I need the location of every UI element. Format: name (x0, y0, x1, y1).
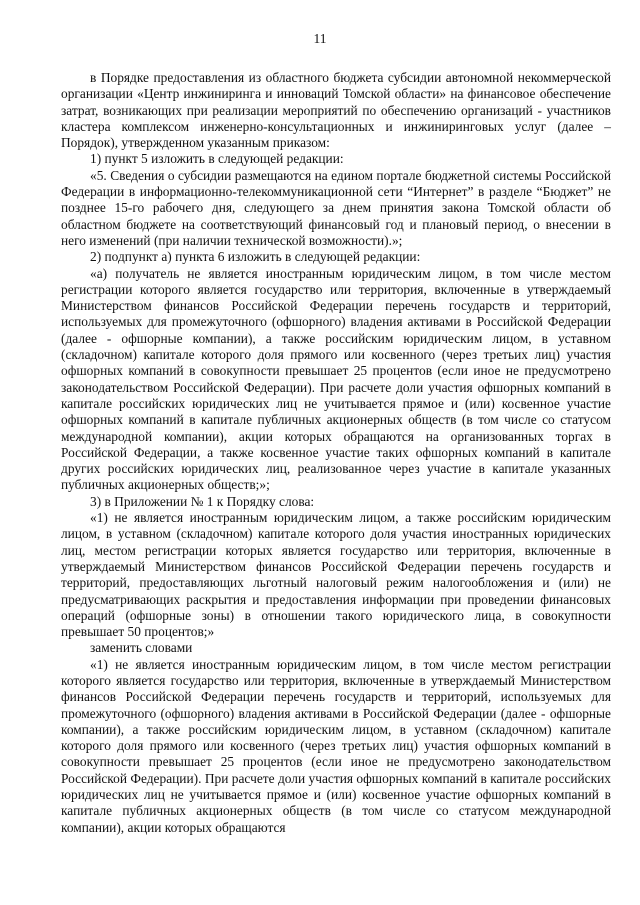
paragraph-clause-6a: «а) получатель не является иностранным юридическим лицом, в том числе местом регистрации которого является государство или территория, включенные в утверждаемый Министерством финансов Российской Федерации перечень государств и территорий, используемых для промежуточного (офшорного) владения активами в Российской Федерации (далее - офшорные компании), а также российским юридическим лицом, в уставном (складочном) капитале которого доля прямого или косвенного (через третьих лиц) участия офшорных компаний в совокупности превышает 25 процентов (если иное не предусмотрено законодательством Российской Федерации). При расчете доли участия офшорных компаний в капитале российских юридических лиц не учитывается прямое и (или) косвенное участие офшорных компаний в капитале публичных акционерных обществ (в том числе со статусом международной компании), акции которых обращаются на организованных торгах в Российской Федерации, а также косвенное участие таких офшорных компаний в капитале других российских юридических лиц, реализованное через участие в капитале указанных публичных акционерных обществ;»; (61, 265, 611, 493)
paragraph-replace-with: заменить словами (90, 640, 193, 656)
paragraph-old-wording: «1) не является иностранным юридическим лицом, а также российским юридическим лицом, в уставном (складочном) капитале которого доля участия иностранных юридических лиц, местом регистрации которых является государство или территория, включенные в утверждаемый Министерством финансов Российской Федерации перечень государств и территорий, предоставляющих льготный налоговый режим налогообложения и (или) не предусматривающих раскрытия и предоставления информации при проведении финансовых операций (офшорные зоны) в отношении такого юридического лица, в совокупности превышает 50 процентов;» (61, 510, 611, 640)
paragraph-item-3: 3) в Приложении № 1 к Порядку слова: (90, 493, 315, 509)
paragraph-new-wording: «1) не является иностранным юридическим лицом, в том числе местом регистрации которого является государство или территория, включенные в утверждаемый Министерством финансов Российской Федерации перечень государств и территорий, используемых для промежуточного (офшорного) владения активами в Российской Федерации (далее - офшорные компании), а также российским юридическим лицом, в уставном (складочном) капитале которого доля прямого или косвенного (через третьих лиц) участия офшорных компаний в совокупности превышает 25 процентов (если иное не предусмотрено законодательством Российской Федерации). При расчете доли участия офшорных компаний в капитале российских юридических лиц не учитывается прямое и (или) косвенное участие офшорных компаний в капитале публичных акционерных обществ (в том числе со статусом международной компании), акции которых обращаются (61, 656, 611, 835)
paragraph-item-1: 1) пункт 5 изложить в следующей редакции: (90, 151, 344, 167)
page-number: 11 (313, 31, 327, 46)
paragraph-clause-5: «5. Сведения о субсидии размещаются на едином портале бюджетной системы Российской Федерации в информационно-телекоммуникационной сети “Интернет” в разделе “Бюджет” не позднее 15-го рабочего дня, следующего за днем принятия закона Томской области об областном бюджете на соответствующий финансовый год и плановый период, о внесении в него изменений (при наличии технической возможности).»; (61, 167, 611, 248)
paragraph-intro: в Порядке предоставления из областного бюджета субсидии автономной некоммерческой организации «Центр инжиниринга и инноваций Томской области» на финансовое обеспечение затрат, возникающих при реализации мероприятий по обеспечению организаций - участников кластера комплексом инженерно-консультационных и инжиниринговых услуг (далее – Порядок), утвержденном указанным приказом: (61, 70, 611, 151)
paragraph-item-2: 2) подпункт а) пункта 6 изложить в следующей редакции: (90, 249, 421, 265)
document-body (61, 70, 611, 836)
